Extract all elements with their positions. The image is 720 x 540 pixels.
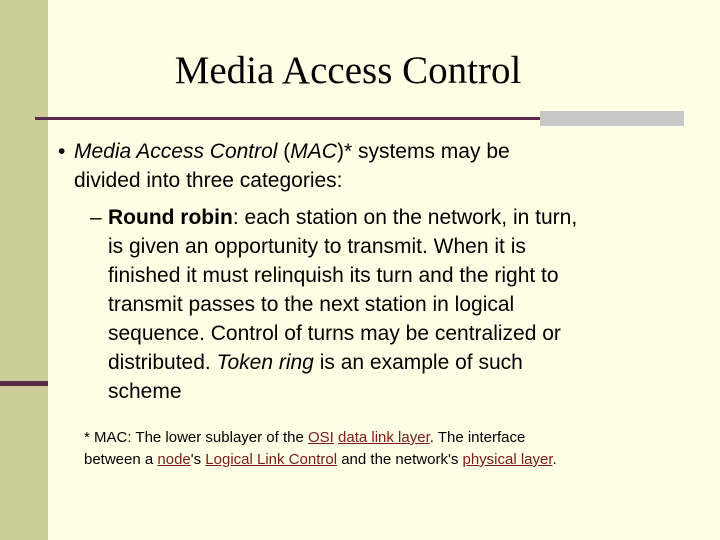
bullet-term: Media Access Control (74, 140, 278, 163)
sub-bullet-line-5: sequence. Control of turns may be centralized or (108, 322, 561, 345)
footnote-text-6: . (552, 451, 557, 468)
bullet-paren-open: ( (277, 140, 291, 163)
sub-bullet-dash: – (90, 206, 102, 229)
footnote-line-1 (84, 427, 704, 449)
footnote-text-2: . The interface (429, 429, 526, 446)
sub-line-6-pre: distributed. (108, 351, 217, 374)
bullet-rest-line-1: )* systems may be (336, 140, 510, 163)
slide-title: Media Access Control (174, 49, 522, 92)
footnote-text-1: * MAC: The lower sublayer of the (84, 429, 308, 446)
main-bullet-line-1 (58, 137, 658, 166)
sub-bullet-line-2: is given an opportunity to transmit. When it is (108, 235, 526, 258)
sub-bullet-line-3: finished it must relinquish its turn and the right to (108, 264, 559, 287)
sub-bullet-line-7: scheme (108, 380, 182, 403)
sub-bullet-line-4: transmit passes to the next station in logical (108, 293, 515, 316)
sub-line-6-italic: Token ring (216, 351, 314, 374)
left-decorative-band (0, 0, 48, 540)
link-osi[interactable]: OSI (308, 429, 334, 446)
title-divider-grey-block (540, 111, 684, 126)
footnote-text-5: and the network's (337, 451, 463, 468)
link-data-link-layer[interactable]: data link layer (338, 429, 430, 446)
main-bullet (58, 137, 658, 195)
main-bullet-line-2: divided into three categories: (74, 169, 343, 192)
title-divider-line (35, 117, 540, 120)
left-band-accent-bar (0, 381, 48, 386)
footnote-text-4: 's (190, 451, 206, 468)
sub-bullet-line-6 (90, 348, 670, 377)
sub-bullet-term: Round robin (108, 206, 233, 229)
sub-line-6-post: is an example of such (313, 351, 523, 374)
sub-bullet-round-robin (90, 203, 670, 406)
sub-bullet-line-1-rest: : each station on the network, in turn, (232, 206, 578, 229)
footnote-text-3: between a (84, 451, 158, 468)
bullet-dot-icon: • (58, 140, 66, 163)
footnote-line-2 (84, 449, 704, 471)
footnote (84, 427, 704, 471)
link-node[interactable]: node (157, 451, 191, 468)
link-logical-link-control[interactable]: Logical Link Control (205, 451, 338, 468)
link-physical-layer[interactable]: physical layer (462, 451, 553, 468)
sub-bullet-line-1 (90, 203, 670, 232)
bullet-abbr: MAC (290, 140, 337, 163)
